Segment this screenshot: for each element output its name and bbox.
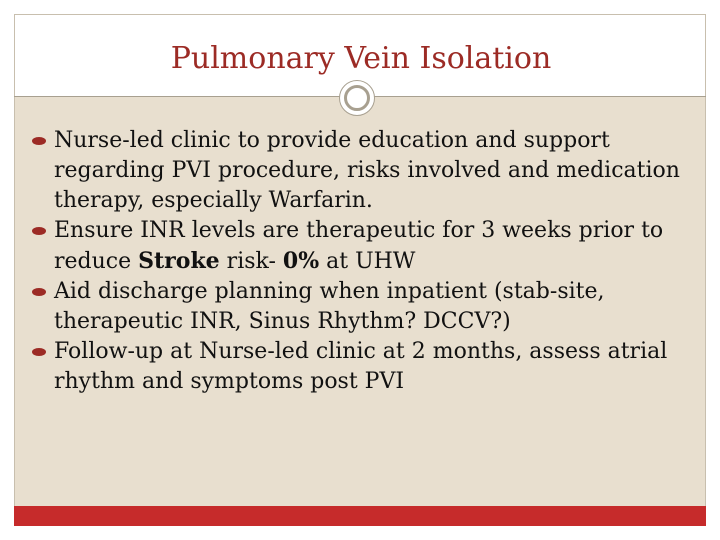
bullet-text-2-after: at UHW (319, 249, 416, 274)
oval-bullet-icon (32, 348, 46, 356)
oval-bullet-icon (32, 227, 46, 235)
bullet-text-2-bold-percent: 0% (282, 248, 320, 274)
footer-bar (14, 506, 706, 526)
bullet-item-1 (32, 126, 692, 216)
bullet-item-4 (32, 337, 692, 397)
oval-bullet-icon (32, 137, 46, 145)
oval-bullet-icon (32, 288, 46, 296)
bullet-text-3: Aid discharge planning when inpatient (stab-site, therapeutic INR, Sinus Rhythm? DCCV?) (54, 279, 605, 334)
bullet-item-2 (32, 216, 692, 277)
footer-strip (14, 526, 706, 528)
bullet-text-1: Nurse-led clinic to provide education and support regarding PVI procedure, risks involved and medication therapy, especially Warfarin. (54, 128, 680, 213)
slide-title: Pulmonary Vein Isolation (170, 41, 552, 76)
bullet-item-3 (32, 277, 692, 337)
bullet-text-2-bold-stroke: Stroke (138, 248, 220, 274)
bullet-text-2-before: Ensure INR levels are therapeutic for 3 weeks prior to reduce (54, 218, 664, 274)
double-circle-ornament-icon (339, 80, 375, 116)
bullet-text-4: Follow-up at Nurse-led clinic at 2 months, assess atrial rhythm and symptoms post PVI (54, 339, 668, 394)
bullet-text-2-middle: risk- (219, 249, 283, 274)
bullet-list (32, 126, 692, 397)
